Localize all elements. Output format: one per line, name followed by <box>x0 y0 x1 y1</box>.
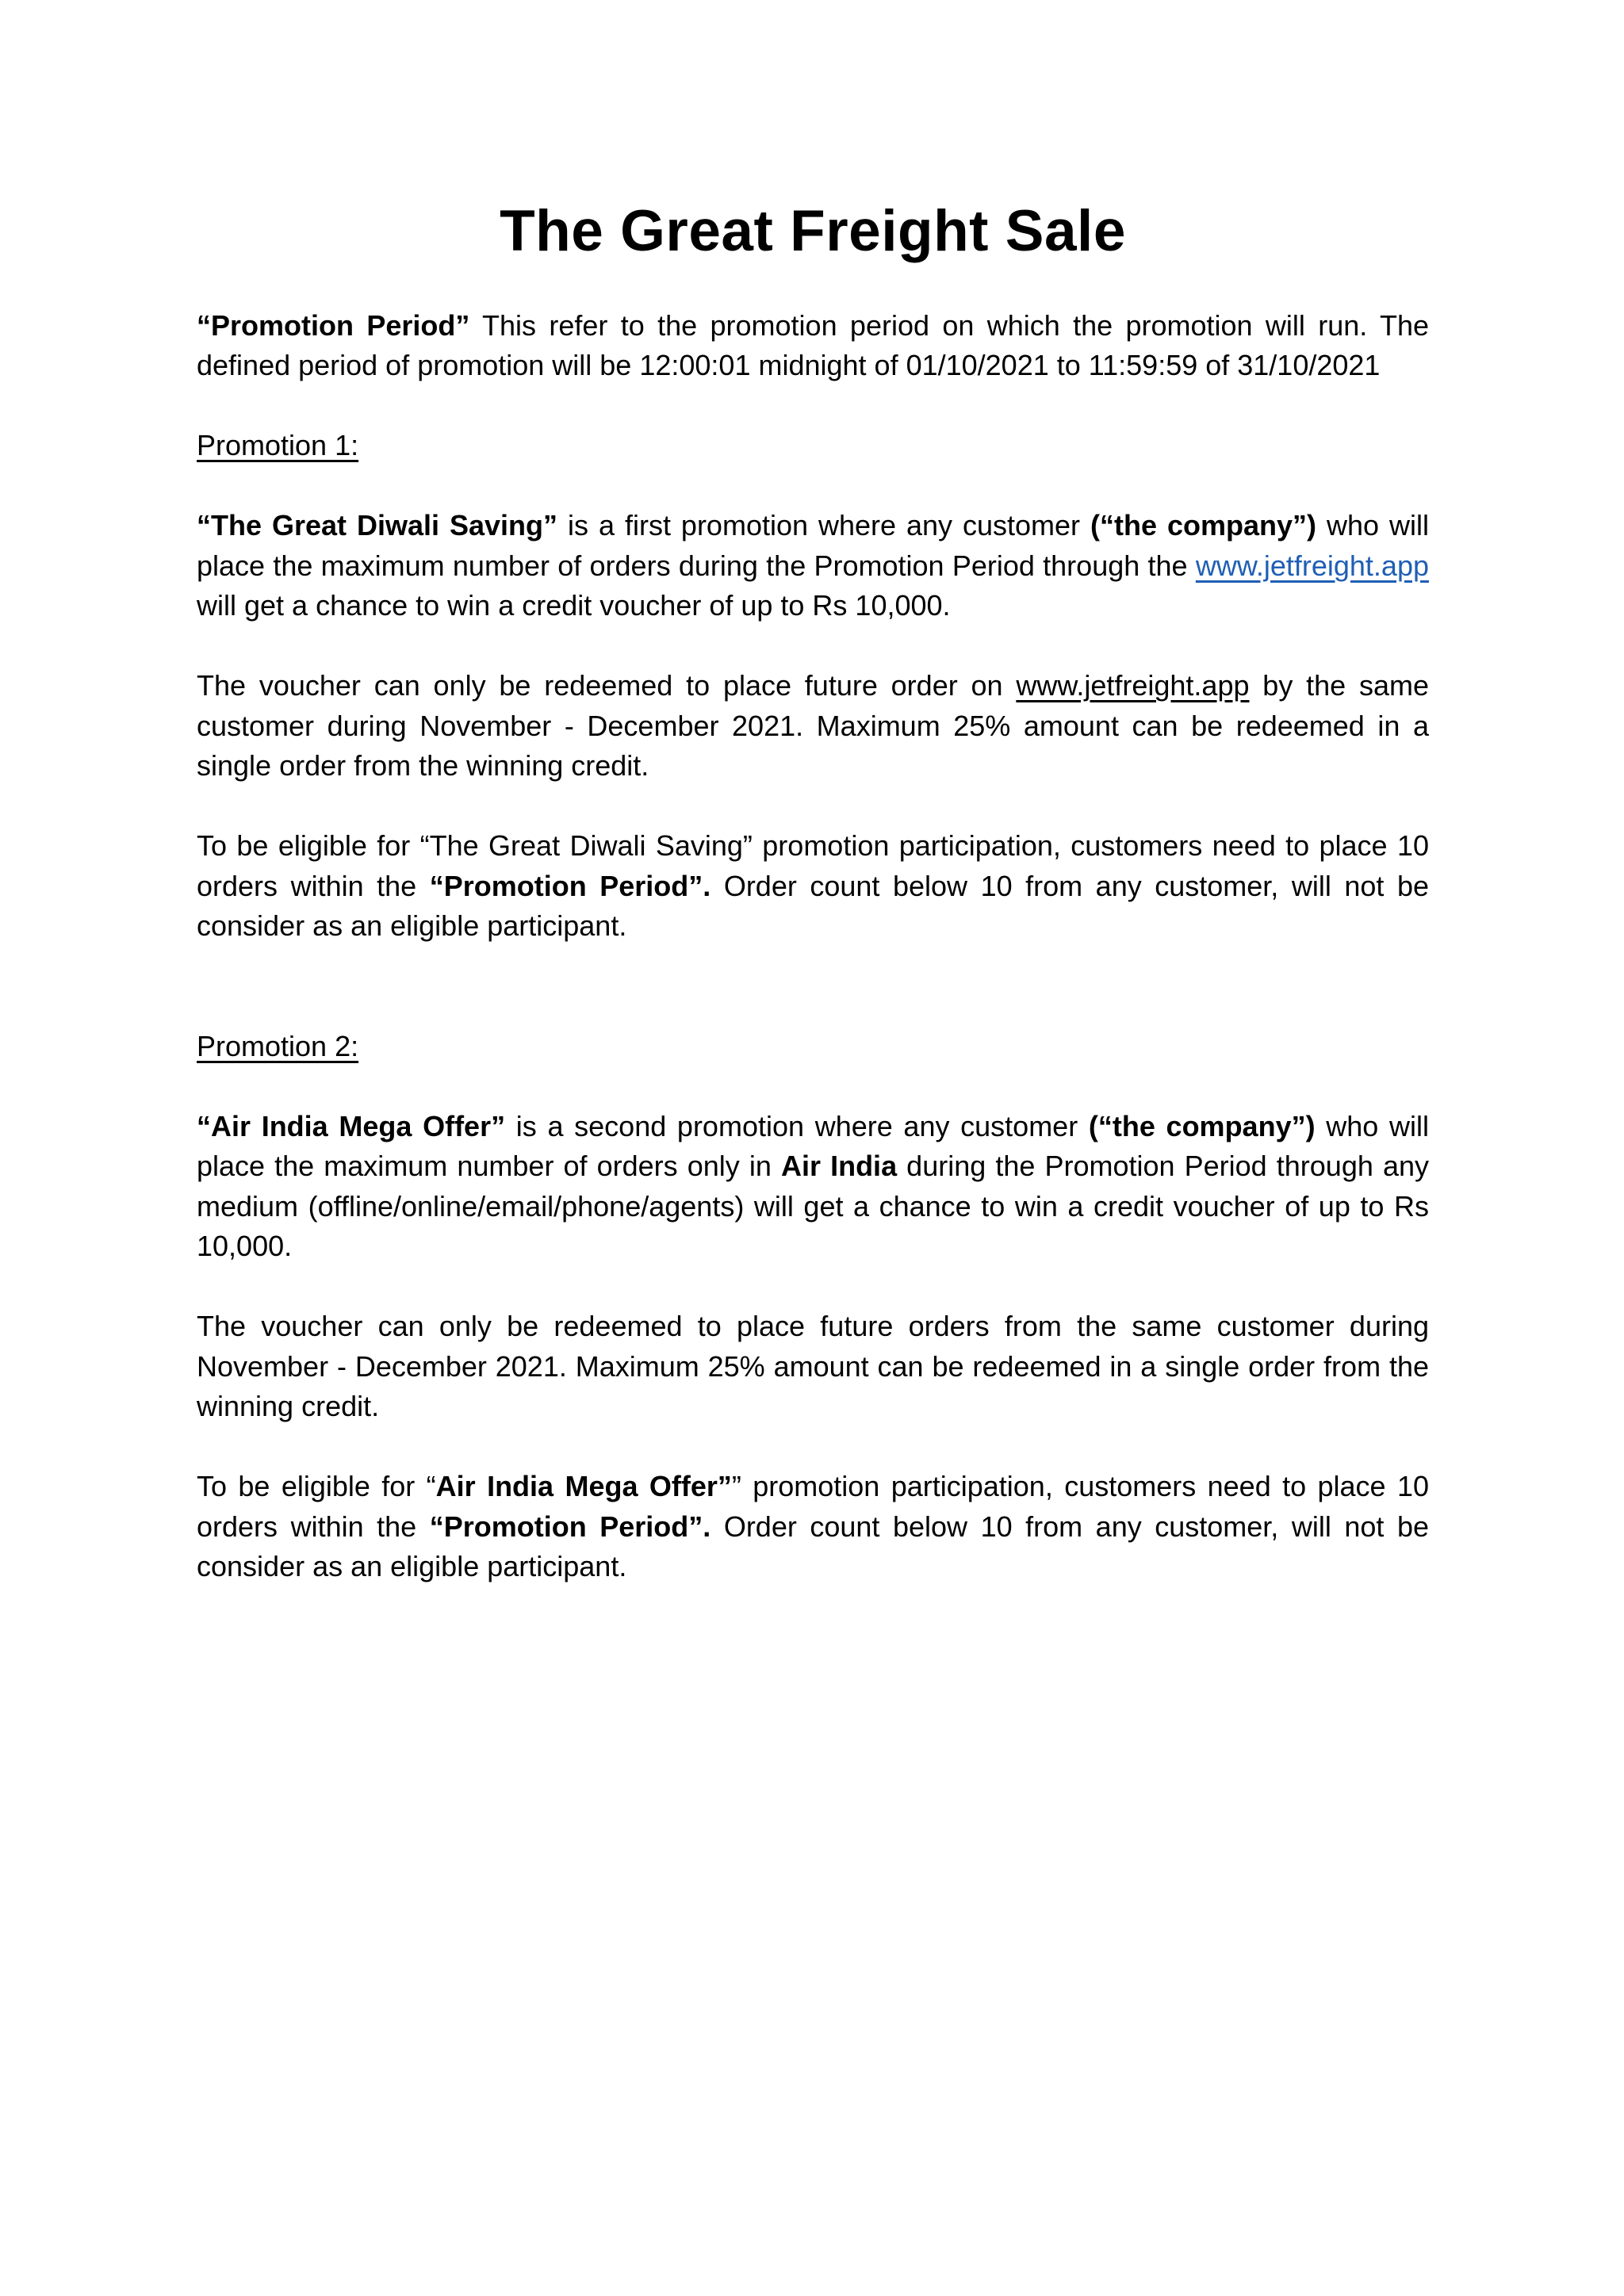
promotion-2-text-b: who will place the maximum number of orders only in <box>197 1109 1429 1183</box>
promotion-1-text-a: is a first promotion where any customer <box>557 509 1091 542</box>
promotion-1-period-term: “Promotion Period”. <box>429 869 711 902</box>
promotion-2-voucher-paragraph: The voucher can only be redeemed to place future orders from the same customer during November - December 2021. Maximum 25% amount can be redeemed in a single order from the winning credit. <box>197 1310 1429 1423</box>
document-page <box>197 198 1429 1587</box>
promotion-1-heading-text: Promotion 1: <box>197 429 359 462</box>
promotion-1-eligibility-paragraph <box>197 826 1429 947</box>
promotion-2-period-term: “Promotion Period”. <box>429 1510 711 1543</box>
jetfreight-link-1[interactable]: www.jetfreight.app <box>1195 549 1429 582</box>
promotion-1-heading <box>197 426 1429 466</box>
promotion-2-name-ref: Air India Mega Offer” <box>435 1470 732 1503</box>
document-body <box>197 306 1429 1587</box>
promotion-2-eligibility-text-c: Order count below 10 from any customer, will not be consider as an eligible participant. <box>197 1510 1429 1583</box>
promotion-2-name: “Air India Mega Offer” <box>197 1109 506 1142</box>
promotion-period-text: This refer to the promotion period on which the promotion will run. The defined period of promotion will be 12:00:01 midnight of 01/10/2021 to 11:59:59 of 31/10/2021 <box>197 308 1430 382</box>
promotion-1-name: “The Great Diwali Saving” <box>197 509 558 542</box>
promotion-1-text-c: will get a chance to win a credit voucher of up to Rs 10,000. <box>197 589 951 622</box>
promotion-1-voucher-text-b: by the same customer during November - December 2021. Maximum 25% amount can be redeemed in a single order from the winning credit. <box>197 669 1429 783</box>
promotion-2-airline: Air India <box>780 1150 898 1183</box>
promotion-2-eligibility-text-a: To be eligible for “ <box>197 1470 436 1503</box>
promotion-2-text-c: during the Promotion Period through any medium (offline/online/email/phone/agents) will get a chance to win a credit voucher of up to Rs 10,000. <box>197 1150 1429 1263</box>
promotion-1-eligibility-text-b: Order count below 10 from any customer, will not be consider as an eligible participant. <box>197 869 1429 943</box>
promotion-period-term: “Promotion Period” <box>197 308 470 342</box>
promotion-2-company: (“the company”) <box>1088 1109 1316 1142</box>
promotion-period-paragraph <box>197 306 1429 386</box>
promotion-1-description <box>197 506 1429 626</box>
promotion-2-heading <box>197 1027 1429 1067</box>
promotion-2-heading-text: Promotion 2: <box>197 1029 359 1062</box>
promotion-1-voucher-text-a: The voucher can only be redeemed to place future order on <box>197 669 1017 702</box>
promotion-2-description <box>197 1107 1429 1267</box>
promotion-2-eligibility-paragraph <box>197 1467 1429 1587</box>
promotion-1-eligibility-text-a: To be eligible for “The Great Diwali Saving” promotion participation, customers need to place 10 orders within the <box>197 829 1429 902</box>
promotion-1-voucher-paragraph <box>197 666 1429 786</box>
promotion-2-eligibility-text-b: ” promotion participation, customers need to place 10 orders within the <box>197 1470 1429 1543</box>
promotion-2-text-a: is a second promotion where any customer <box>505 1109 1089 1142</box>
jetfreight-link-2[interactable]: www.jetfreight.app <box>1016 669 1250 702</box>
promotion-1-company: (“the company”) <box>1090 509 1317 542</box>
document-title: The Great Freight Sale <box>500 199 1126 263</box>
promotion-1-text-b: who will place the maximum number of orders during the Promotion Period through the <box>197 509 1430 582</box>
